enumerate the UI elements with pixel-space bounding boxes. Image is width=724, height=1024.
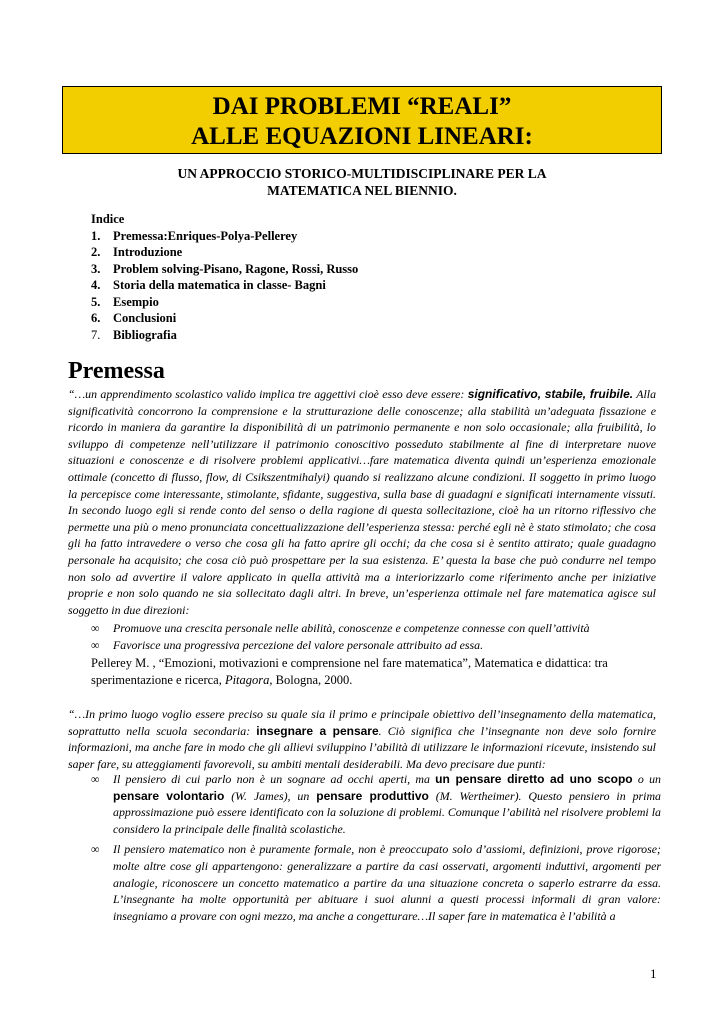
quote-paragraph-1: “…un apprendimento scolastico valido implica tre aggettivi cioè esso deve essere: significativo, stabile, fruibile. Alla significatività concorrono la comprensione e la strutturazione delle conoscenze; alla stabilità un’adeguata fissazione e ricordo in maniera da garantire la disponibilità di un patrimonio permanente e non solo occasionale; alla fruibilità, lo sviluppo di competenze nell’utilizzare il patrimonio conoscitivo posseduto stabilmente al fine di interpretare nuove situazioni e conoscenze e di risolvere problemi applicativi…fare matematica diventa quindi un’esperienza emozionale ottimale (concetto di flusso, flow, di Csikszentmihalyi) quando si realizzano alcune condizioni. Il soggetto in primo luogo la percepisce come interessante, stimolante, sfidante, suggestiva, sulla base di guadagni e significati internamente vissuti. In secondo luogo egli si rende conto del senso o della ragione di questa sollecitazione, cioè ha un ritorno riflessivo che permette una più o meno pronunciata concettualizzazione dell’esperienza stessa: perché egli nè è stato stimolato; che cosa gli ha fatto intravedere o verso che cosa gli ha fatto aprire gli occhi; da che cosa si è sentito attirato; quale guadagno personale ha acquisito; che cosa ciò può prospettare per la sua esistenza. E’ questa la base che può condurre nel tempo non solo ad avvertire il valore applicato in quella attività ma a interiorizzarlo come riferimento anche per iniziative proprie e non solo quando ne sia sollecitato dagli altri. In breve, un’esperienza ottimale nel fare matematica agisce sul soggetto in due direzioni: xyxy=(68,387,657,617)
emphasis-text: insegnare a pensare xyxy=(256,723,379,738)
list-item: ∞ Favorisce una progressiva percezione del valore personale attribuito ad essa. xyxy=(91,637,484,652)
index-item: 5. Esempio xyxy=(91,294,159,309)
infinity-bullet-icon: ∞ xyxy=(91,842,100,857)
infinity-bullet-icon: ∞ xyxy=(91,772,100,786)
index-item: 7. Bibliografia xyxy=(91,327,177,342)
index-item: 6. Conclusioni xyxy=(91,311,177,325)
list-item: ∞ Il pensiero di cui parlo non è un sognare ad occhi aperti, ma un pensare diretto ad uno scopo o un pensare volontario (W. James), un pensare produttivo (M. Wertheimer). Questo pensiero in prima approssimazione può essere identificato con la soluzione di problemi. Comunque l’abilità nel risolvere problemi la considero la principale delle finalità scolastiche. xyxy=(91,772,661,836)
list-item: ∞ Il pensiero matematico non è puramente formale, non è preoccupato solo d’assiomi, definizioni, prove rigorose; molte altre cose gli appartengono: generalizzare a partire da casi osservati, argomenti induttivi, argomenti per analogie, riconoscere un concetto matematico a partire da una situazione concreta o saperlo estrarre da essa. L’insegnante ha molte opportunità per abituare i suoi alunni a questi processi informali di gran valore: insegniamo a provare con ogni mezzo, ma anche a congetturare…Il saper fare in matematica è l’abilità a xyxy=(91,842,661,923)
infinity-bullet-icon: ∞ xyxy=(91,637,100,652)
citation: Pellerey M. , “Emozioni, motivazioni e comprensione nel fare matematica”, Matematica e didattica: tra sperimentazione e ricerca, Pitagora, Bologna, 2000. xyxy=(91,656,608,687)
index-label: Indice xyxy=(91,212,125,226)
title-line-1: DAI PROBLEMI “REALI” xyxy=(212,93,512,120)
subtitle-line-2: MATEMATICA NEL BIENNIO. xyxy=(267,183,457,198)
index-item: 2. Introduzione xyxy=(91,245,183,259)
list-item: ∞ Promuove una crescita personale nelle abilità, conoscenze e competenze connesse con quell’attività xyxy=(91,621,590,635)
section-heading: Premessa xyxy=(68,358,165,384)
title-line-2: ALLE EQUAZIONI LINEARI: xyxy=(191,123,533,150)
infinity-bullet-icon: ∞ xyxy=(91,621,100,635)
bullet-list-2 xyxy=(91,771,661,928)
quote-paragraph-2: “…In primo luogo voglio essere preciso su quale sia il primo e principale obiettivo dell’insegnamento della matematica, soprattutto nella scuola secondaria: insegnare a pensare. Ciò significa che l’insegnante non deve solo fornire informazioni, ma anche fare in modo che gli allievi sviluppino l’abilità di utilizzare le informazioni ricevute, insistendo sul saper fare, su atteggiamenti favorevoli, su ambiti mentali desiderabili. Ma devo precisare due punti: xyxy=(68,707,657,771)
page-number: 1 xyxy=(650,966,657,981)
table-of-contents xyxy=(91,211,358,343)
index-item: 3. Problem solving-Pisano, Ragone, Rossi, Russo xyxy=(91,261,359,276)
title-box xyxy=(62,86,662,154)
subtitle-line-1: UN APPROCCIO STORICO-MULTIDISCIPLINARE PER LA xyxy=(177,166,547,181)
subtitle xyxy=(62,165,662,199)
index-item: 1. Premessa:Enriques-Polya-Pellerey xyxy=(91,228,298,243)
emphasis-text: significativo, stabile, fruibile. xyxy=(467,387,634,401)
index-item: 4. Storia della matematica in classe- Bagni xyxy=(91,278,326,292)
bullet-list-1 xyxy=(91,620,661,653)
